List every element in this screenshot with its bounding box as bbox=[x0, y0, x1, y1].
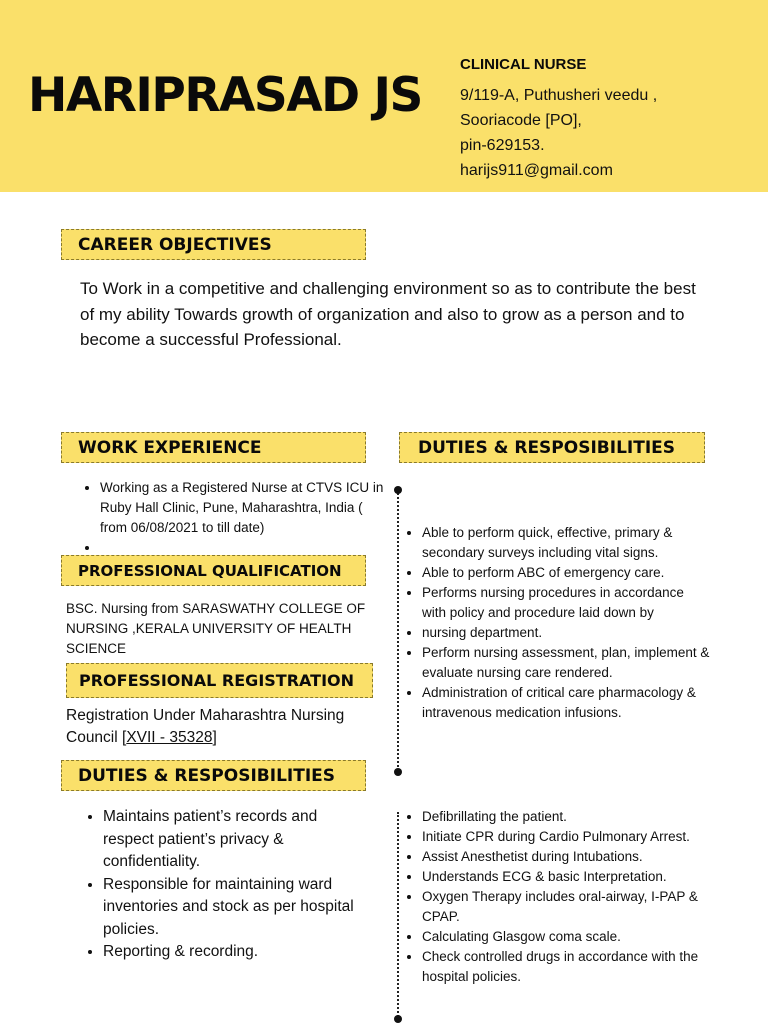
list-item: • Perform nursing assessment, plan, implement & evaluate nursing care rendered. bbox=[422, 643, 710, 683]
list-item: • Working as a Registered Nurse at CTVS ICU in Ruby Hall Clinic, Pune, Maharashtra, India ( from 06/08/2021 to till date) bbox=[100, 478, 393, 538]
duties-right-list-top bbox=[400, 523, 710, 723]
list-item: • Understands ECG & basic Interpretation. bbox=[422, 867, 710, 887]
duties-left-list bbox=[81, 806, 371, 964]
section-heading-label: WORK EXPERIENCE bbox=[78, 437, 262, 458]
job-title: CLINICAL NURSE bbox=[460, 56, 587, 73]
section-heading-label: DUTIES & RESPOSIBILITIES bbox=[78, 765, 336, 786]
address-line: pin-629153. bbox=[460, 137, 545, 154]
header-banner bbox=[0, 0, 768, 192]
work-experience-heading bbox=[61, 432, 366, 463]
timeline-dot bbox=[394, 1015, 402, 1023]
timeline-dot bbox=[394, 768, 402, 776]
section-heading-label: CAREER OBJECTIVES bbox=[78, 234, 272, 255]
career-objectives-heading bbox=[61, 229, 366, 260]
list-item: • Maintains patient’s records and respect patient’s privacy & confidentiality. bbox=[103, 806, 371, 874]
list-item: • Able to perform quick, effective, primary & secondary surveys including vital signs. bbox=[422, 523, 710, 563]
registration-suffix: ] bbox=[212, 729, 217, 746]
list-item: • Responsible for maintaining ward inventories and stock as per hospital policies. bbox=[103, 874, 371, 942]
work-experience-list bbox=[78, 478, 393, 558]
list-item: • Reporting & recording. bbox=[103, 941, 371, 964]
registration-text bbox=[66, 705, 356, 749]
career-objectives-text: To Work in a competitive and challenging environment so as to contribute the best of my ability Towards growth of organization and also to grow as a person and to become a successful Professional. bbox=[80, 279, 696, 349]
list-item: • Oxygen Therapy includes oral-airway, I-PAP & CPAP. bbox=[422, 887, 710, 927]
list-item: • Performs nursing procedures in accordance with policy and procedure laid down by bbox=[422, 583, 710, 623]
duties-heading-right bbox=[399, 432, 705, 463]
list-item: • Check controlled drugs in accordance with the hospital policies. bbox=[422, 947, 710, 987]
list-item: • Initiate CPR during Cardio Pulmonary Arrest. bbox=[422, 827, 710, 847]
email-address: harijs911@gmail.com bbox=[460, 162, 613, 179]
duties-right-list-bottom bbox=[400, 807, 710, 987]
registration-number: XVII - 35328 bbox=[126, 729, 213, 746]
list-item: • Defibrillating the patient. bbox=[422, 807, 710, 827]
address-line: Sooriacode [PO], bbox=[460, 112, 582, 129]
section-heading-label: PROFESSIONAL REGISTRATION bbox=[79, 671, 355, 690]
list-item: • Assist Anesthetist during Intubations. bbox=[422, 847, 710, 867]
professional-registration-heading bbox=[66, 663, 373, 698]
professional-qualification-heading bbox=[61, 555, 366, 586]
candidate-name: HARIPRASAD JS bbox=[28, 68, 422, 123]
section-heading-label: DUTIES & RESPOSIBILITIES bbox=[418, 437, 676, 458]
address-line: 9/119-A, Puthusheri veedu , bbox=[460, 87, 658, 104]
timeline-line-top bbox=[397, 489, 399, 771]
duties-heading-left bbox=[61, 760, 366, 791]
qualification-text: BSC. Nursing from SARASWATHY COLLEGE OF NURSING ,KERALA UNIVERSITY OF HEALTH SCIENCE bbox=[66, 601, 366, 656]
timeline-dot bbox=[394, 486, 402, 494]
contact-block bbox=[460, 83, 657, 183]
list-item: • Able to perform ABC of emergency care. bbox=[422, 563, 710, 583]
list-item: • Administration of critical care pharmacology & intravenous medication infusions. bbox=[422, 683, 710, 723]
list-item: • nursing department. bbox=[422, 623, 710, 643]
timeline-line-bottom bbox=[397, 812, 399, 1017]
list-item: • Calculating Glasgow coma scale. bbox=[422, 927, 710, 947]
registration-prefix: Registration Under Maharashtra Nursing Council [ bbox=[66, 707, 345, 746]
section-heading-label: PROFESSIONAL QUALIFICATION bbox=[78, 561, 342, 580]
